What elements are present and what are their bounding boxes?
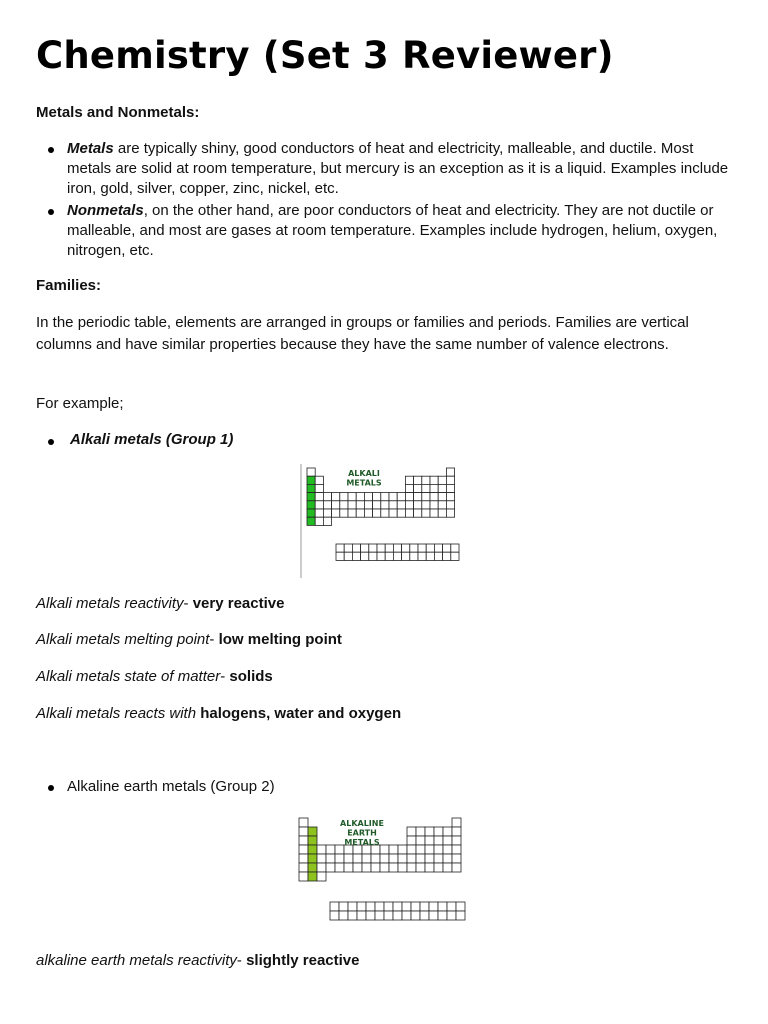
alkaline-fact-row — [36, 950, 359, 971]
f-block-cell — [357, 902, 366, 911]
page-title: Chemistry (Set 3 Reviewer) — [36, 34, 614, 77]
alkaline-earth-bullet-label: Alkaline earth metals (Group 2) — [67, 778, 275, 795]
table-cell — [307, 476, 315, 484]
diagram-label: METALS — [346, 478, 382, 488]
bullet-dot — [48, 209, 54, 215]
table-cell — [323, 493, 331, 501]
table-cell — [422, 509, 430, 517]
f-block-cell — [402, 911, 411, 920]
table-cell — [332, 509, 340, 517]
table-cell — [381, 509, 389, 517]
fact-label: alkaline earth metals reactivity — [36, 952, 237, 969]
f-block-cell — [336, 544, 344, 552]
table-cell — [315, 509, 323, 517]
fact-value: low melting point — [218, 631, 342, 648]
table-cell — [381, 501, 389, 509]
table-cell — [434, 827, 443, 836]
table-cell — [422, 501, 430, 509]
table-cell — [299, 863, 308, 872]
table-cell — [443, 845, 452, 854]
table-cell — [414, 509, 422, 517]
table-cell — [299, 836, 308, 845]
table-cell — [380, 854, 389, 863]
fact-value: halogens, water and oxygen — [200, 705, 402, 722]
f-block-cell — [418, 552, 426, 560]
table-cell — [335, 845, 344, 854]
table-cell — [397, 493, 405, 501]
table-cell — [308, 854, 317, 863]
table-cell — [416, 845, 425, 854]
f-block-cell — [438, 911, 447, 920]
table-cell — [315, 476, 323, 484]
table-cell — [299, 845, 308, 854]
table-cell — [430, 509, 438, 517]
table-cell — [422, 476, 430, 484]
table-cell — [430, 493, 438, 501]
table-cell — [326, 854, 335, 863]
table-cell — [443, 854, 452, 863]
f-block-cell — [447, 902, 456, 911]
families-heading: Families: — [36, 277, 102, 294]
table-cell — [335, 854, 344, 863]
table-cell — [371, 863, 380, 872]
table-cell — [452, 845, 461, 854]
diagram-label: METALS — [344, 838, 380, 847]
f-block-cell — [330, 911, 339, 920]
f-block-cell — [384, 902, 393, 911]
table-cell — [405, 501, 413, 509]
table-cell — [307, 517, 315, 525]
table-cell — [307, 484, 315, 492]
table-cell — [434, 836, 443, 845]
fact-value: slightly reactive — [246, 952, 360, 969]
alkali-fact-row — [36, 629, 342, 650]
table-cell — [353, 863, 362, 872]
f-block-cell — [434, 552, 442, 560]
table-cell — [356, 509, 364, 517]
table-cell — [389, 509, 397, 517]
table-cell — [397, 509, 405, 517]
fact-label: Alkali metals state of matter — [36, 668, 221, 685]
table-cell — [452, 836, 461, 845]
table-cell — [317, 854, 326, 863]
table-cell — [414, 501, 422, 509]
diagram-label: ALKALI — [348, 469, 380, 478]
table-cell — [389, 863, 398, 872]
f-block-cell — [352, 544, 360, 552]
f-block-cell — [418, 544, 426, 552]
table-cell — [443, 836, 452, 845]
table-cell — [356, 501, 364, 509]
table-cell — [381, 493, 389, 501]
table-cell — [405, 476, 413, 484]
table-cell — [373, 493, 381, 501]
table-cell — [452, 863, 461, 872]
alkali-bullet — [36, 430, 736, 450]
table-cell — [425, 863, 434, 872]
alkali-fact-row — [36, 593, 284, 614]
bullet-dot — [48, 785, 54, 791]
table-cell — [414, 476, 422, 484]
f-block-cell — [361, 552, 369, 560]
table-cell — [317, 863, 326, 872]
table-cell — [315, 501, 323, 509]
table-cell — [407, 854, 416, 863]
fact-separator: - — [236, 952, 247, 969]
bullet-dot — [48, 147, 54, 153]
f-block-cell — [410, 552, 418, 560]
f-block-cell — [429, 902, 438, 911]
table-cell — [438, 493, 446, 501]
fact-label: Alkali metals melting point — [36, 631, 210, 648]
f-block-cell — [402, 902, 411, 911]
table-cell — [326, 845, 335, 854]
f-block-cell — [443, 544, 451, 552]
table-cell — [438, 501, 446, 509]
table-cell — [344, 854, 353, 863]
table-cell — [397, 501, 405, 509]
table-cell — [323, 509, 331, 517]
metals-description: are typically shiny, good conductors of heat and electricity, malleable, and ductile. Most metals are solid at room temperature, but mercury is an exception as it is a liquid. Examples include iron, gold, silver, copper, zinc, nickel, etc. — [67, 140, 729, 197]
f-block-cell — [456, 911, 465, 920]
f-block-cell — [420, 902, 429, 911]
bullet-dot — [48, 439, 54, 445]
table-cell — [434, 854, 443, 863]
table-cell — [362, 863, 371, 872]
f-block-cell — [393, 911, 402, 920]
table-cell — [332, 501, 340, 509]
table-cell — [425, 845, 434, 854]
table-cell — [308, 845, 317, 854]
table-cell — [443, 827, 452, 836]
nonmetals-term: Nonmetals — [67, 202, 144, 219]
fact-label: Alkali metals reactivity — [36, 595, 184, 612]
f-block-cell — [438, 902, 447, 911]
table-cell — [430, 484, 438, 492]
table-cell — [446, 501, 454, 509]
table-cell — [340, 493, 348, 501]
table-cell — [407, 845, 416, 854]
f-block-cell — [429, 911, 438, 920]
table-cell — [332, 493, 340, 501]
table-cell — [307, 501, 315, 509]
table-cell — [315, 517, 323, 525]
table-cell — [438, 476, 446, 484]
fact-separator: - — [183, 595, 193, 612]
f-block-cell — [369, 552, 377, 560]
f-block-cell — [377, 552, 385, 560]
table-cell — [307, 468, 315, 476]
table-cell — [307, 509, 315, 517]
f-block-cell — [434, 544, 442, 552]
table-cell — [317, 872, 326, 881]
table-cell — [425, 827, 434, 836]
f-block-cell — [426, 544, 434, 552]
f-block-cell — [375, 911, 384, 920]
table-cell — [348, 501, 356, 509]
f-block-cell — [411, 911, 420, 920]
table-cell — [308, 827, 317, 836]
fact-value: solids — [229, 668, 273, 685]
table-cell — [348, 509, 356, 517]
table-cell — [344, 863, 353, 872]
table-cell — [389, 501, 397, 509]
table-cell — [389, 845, 398, 854]
f-block-cell — [377, 544, 385, 552]
table-cell — [405, 509, 413, 517]
f-block-cell — [344, 544, 352, 552]
table-cell — [434, 863, 443, 872]
alkali-metals-diagram — [300, 464, 464, 580]
nonmetals-description: , on the other hand, are poor conductors of heat and electricity. They are not ductile or malleable, and most are gases at room temperature. Examples include hydrogen, helium, oxygen, nitrogen, etc. — [67, 202, 718, 259]
f-block-cell — [357, 911, 366, 920]
table-cell — [389, 493, 397, 501]
f-block-cell — [339, 902, 348, 911]
fact-value: very reactive — [192, 595, 285, 612]
table-cell — [438, 484, 446, 492]
metals-term: Metals — [67, 140, 114, 157]
table-cell — [308, 836, 317, 845]
table-cell — [317, 845, 326, 854]
table-cell — [364, 501, 372, 509]
table-cell — [405, 484, 413, 492]
table-cell — [407, 836, 416, 845]
f-block-cell — [330, 902, 339, 911]
table-cell — [446, 484, 454, 492]
alkali-fact-row — [36, 703, 401, 724]
table-cell — [407, 863, 416, 872]
table-cell — [326, 863, 335, 872]
table-cell — [446, 493, 454, 501]
table-cell — [364, 509, 372, 517]
table-cell — [452, 854, 461, 863]
table-cell — [364, 493, 372, 501]
f-block-cell — [393, 552, 401, 560]
table-cell — [425, 836, 434, 845]
nonmetals-bullet — [36, 201, 736, 261]
table-cell — [452, 827, 461, 836]
f-block-cell — [385, 552, 393, 560]
table-cell — [348, 493, 356, 501]
table-cell — [356, 493, 364, 501]
alkaline-earth-diagram — [296, 816, 472, 932]
table-cell — [315, 493, 323, 501]
table-cell — [414, 493, 422, 501]
table-cell — [422, 484, 430, 492]
f-block-cell — [451, 544, 459, 552]
table-cell — [299, 818, 308, 827]
table-cell — [446, 476, 454, 484]
f-block-cell — [443, 552, 451, 560]
f-block-cell — [344, 552, 352, 560]
f-block-cell — [402, 552, 410, 560]
f-block-cell — [375, 902, 384, 911]
table-cell — [422, 493, 430, 501]
table-cell — [434, 845, 443, 854]
table-cell — [308, 863, 317, 872]
table-cell — [353, 854, 362, 863]
table-cell — [362, 854, 371, 863]
fact-separator: - — [220, 668, 230, 685]
metals-bullet — [36, 139, 736, 199]
table-cell — [299, 827, 308, 836]
table-cell — [430, 476, 438, 484]
f-block-cell — [451, 552, 459, 560]
table-cell — [407, 827, 416, 836]
f-block-cell — [420, 911, 429, 920]
table-cell — [371, 854, 380, 863]
table-cell — [416, 827, 425, 836]
f-block-cell — [366, 902, 375, 911]
table-cell — [452, 818, 461, 827]
f-block-cell — [385, 544, 393, 552]
f-block-cell — [426, 552, 434, 560]
f-block-cell — [393, 902, 402, 911]
table-cell — [373, 501, 381, 509]
table-cell — [340, 501, 348, 509]
f-block-cell — [456, 902, 465, 911]
f-block-cell — [369, 544, 377, 552]
f-block-cell — [352, 552, 360, 560]
f-block-cell — [336, 552, 344, 560]
table-cell — [416, 854, 425, 863]
for-example-text: For example; — [36, 395, 124, 412]
table-cell — [398, 863, 407, 872]
table-cell — [315, 484, 323, 492]
table-cell — [443, 863, 452, 872]
table-cell — [446, 468, 454, 476]
alkaline-earth-bullet — [36, 777, 736, 797]
table-cell — [425, 854, 434, 863]
table-cell — [380, 863, 389, 872]
metals-heading: Metals and Nonmetals: — [36, 104, 200, 121]
f-block-cell — [366, 911, 375, 920]
fact-label: Alkali metals reacts with — [36, 705, 201, 722]
table-cell — [299, 854, 308, 863]
f-block-cell — [348, 902, 357, 911]
table-cell — [398, 845, 407, 854]
table-cell — [323, 501, 331, 509]
f-block-cell — [384, 911, 393, 920]
table-cell — [308, 872, 317, 881]
table-cell — [373, 509, 381, 517]
table-cell — [416, 836, 425, 845]
f-block-cell — [410, 544, 418, 552]
f-block-cell — [348, 911, 357, 920]
f-block-cell — [361, 544, 369, 552]
table-cell — [389, 854, 398, 863]
families-paragraph: In the periodic table, elements are arranged in groups or families and periods. Families are vertical columns and have similar properties because they have the same number of valence electrons. — [36, 314, 689, 353]
alkaline-earth-periodic-table-image — [296, 816, 472, 932]
table-cell — [299, 872, 308, 881]
table-cell — [416, 863, 425, 872]
f-block-cell — [339, 911, 348, 920]
table-cell — [340, 509, 348, 517]
f-block-cell — [402, 544, 410, 552]
table-cell — [323, 517, 331, 525]
f-block-cell — [411, 902, 420, 911]
table-cell — [438, 509, 446, 517]
table-cell — [335, 863, 344, 872]
table-cell — [380, 845, 389, 854]
alkali-bullet-label: Alkali metals (Group 1) — [70, 431, 234, 448]
table-cell — [398, 854, 407, 863]
fact-separator: - — [209, 631, 219, 648]
diagram-label: EARTH — [347, 828, 377, 838]
table-cell — [430, 501, 438, 509]
table-cell — [414, 484, 422, 492]
table-cell — [307, 493, 315, 501]
alkali-metals-periodic-table-image — [300, 464, 464, 580]
f-block-cell — [447, 911, 456, 920]
table-cell — [405, 493, 413, 501]
table-cell — [446, 509, 454, 517]
f-block-cell — [393, 544, 401, 552]
diagram-label: ALKALINE — [340, 819, 384, 828]
alkali-fact-row — [36, 666, 273, 687]
